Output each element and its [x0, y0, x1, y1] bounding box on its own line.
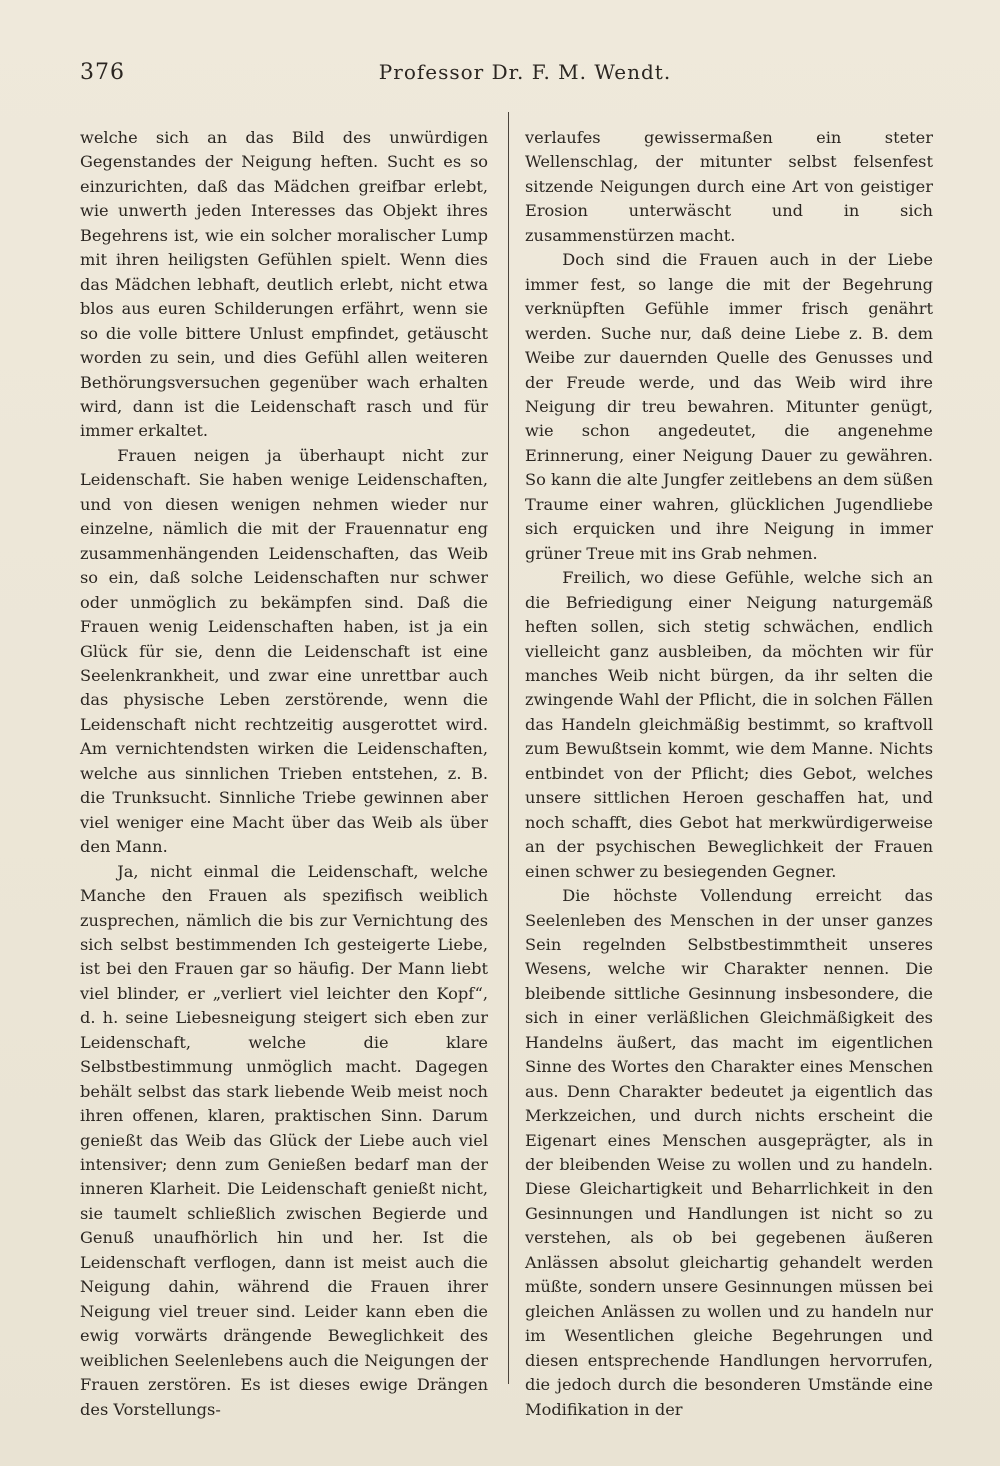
running-title: Professor Dr. F. M. Wendt. [378, 60, 672, 84]
paragraph: welche sich an das Bild des unwürdigen Gegenstandes der Neigung heften. Sucht es so einzurichten, daß das Mädchen greifbar erlebt, wie unwerth jeden Interesses das Objekt ihres Begehrens ist, wie ein solcher moralischer Lump mit ihren heiligsten Gefühlen spielt. Wenn dies das Mädchen lebhaft, deutlich erlebt, nicht etwa blos aus euren Schilderungen erfährt, wenn sie so die volle bittere Unlust empfindet, getäuscht worden zu sein, und dies Gefühl allen weiteren Bethörungsversuchen gegenüber wach erhalten wird, dann ist die Leidenschaft rasch und für immer erkaltet. [80, 128, 488, 441]
paragraph: verlaufes gewissermaßen ein steter Wellenschlag, der mitunter selbst felsenfest sitzende Neigungen durch eine Art von geistiger Erosion unterwäscht und in sich zusammenstürzen macht. [525, 128, 933, 245]
paragraph: Freilich, wo diese Gefühle, welche sich an die Befriedigung einer Neigung naturgemäß heften sollen, sich stetig schwächen, endlich vielleicht ganz ausbleiben, da möchten wir für manches Weib nicht bürgen, da ihr selten die zwingende Wahl der Pflicht, die in solchen Fällen das Handeln gleichmäßig bestimmt, so kraftvoll zum Bewußtsein kommt, wie dem Manne. Nichts entbindet von der Pflicht; dies Gebot, welches unsere sittlichen Heroen geschaffen hat, und noch schafft, dies Gebot hat merkwürdigerweise an der psychischen Beweglichkeit der Frauen einen schwer zu besiegenden Gegner. [525, 568, 933, 881]
paragraph: Frauen neigen ja überhaupt nicht zur Leidenschaft. Sie haben wenige Leidenschaften, und von diesen wenigen nehmen wieder nur einzelne, nämlich die mit der Frauennatur eng zusammenhängenden Leidenschaften, das Weib so ein, daß solche Leidenschaften nur schwer oder unmöglich zu bekämpfen sind. Daß die Frauen wenig Leidenschaften haben, ist ja ein Glück für sie, denn die Leidenschaft ist eine Seelenkrankheit, und zwar eine unrettbar auch das physische Leben zerstörende, wenn die Leidenschaft nicht rechtzeitig ausgerottet wird. Am vernichtendsten wirken die Leidenschaften, welche aus sinnlichen Trieben entstehen, z. B. die Trunksucht. Sinnliche Triebe gewinnen aber viel weniger eine Macht über das Weib als über den Mann. [80, 445, 488, 857]
page-header [80, 60, 930, 96]
paragraph: Die höchste Vollendung erreicht das Seelenleben des Menschen in der unser ganzes Sein regelnden Selbstbestimmtheit unseres Wesens, welche wir Charakter nennen. Die bleibende sittliche Gesinnung insbesondere, die sich in einer verläßlichen Gleichmäßigkeit des Handelns äußert, das macht im eigentlichen Sinne des Wortes den Charakter eines Menschen aus. Denn Charakter bedeutet ja eigentlich das Merkzeichen, und durch nichts erscheint die Eigenart eines Menschen ausgeprägter, als in der bleibenden Weise zu wollen und zu handeln. Diese Gleichartigkeit und Beharrlichkeit in den Gesinnungen und Handlungen ist nicht so zu verstehen, als ob bei gegebenen äußeren Anlässen absolut gleichartig gehandelt werden müßte, sondern unsere Gesinnungen müssen bei gleichen Anlässen zu wollen und zu handeln nur im Wesentlichen gleiche Begehrungen und diesen entsprechende Handlungen hervorrufen, die jedoch durch die besonderen Umstände eine Modifikation in der [525, 886, 933, 1419]
right-column [525, 126, 933, 1422]
paragraph: Ja, nicht einmal die Leidenschaft, welche Manche den Frauen als spezifisch weiblich zusprechen, nämlich die bis zur Vernichtung des sich selbst bestimmenden Ich gesteigerte Liebe, ist bei den Frauen gar so häufig. Der Mann liebt viel blinder, er „verliert viel leichter den Kopf“, d. h. seine Liebesneigung steigert sich eben zur Leidenschaft, welche die klare Selbstbestimmung unmöglich macht. Dagegen behält selbst das stark liebende Weib meist noch ihren offenen, klaren, praktischen Sinn. Darum genießt das Weib das Glück der Liebe auch viel intensiver; denn zum Genießen bedarf man der inneren Klarheit. Die Leidenschaft genießt nicht, sie taumelt schließlich zwischen Begierde und Genuß unaufhörlich hin und her. Ist die Leidenschaft verflogen, dann ist meist auch die Neigung dahin, während die Frauen ihrer Neigung viel treuer sind. Leider kann eben die ewig vorwärts drängende Beweglichkeit des weiblichen Seelenlebens auch die Neigungen der Frauen zerstören. Es ist dieses ewige Drängen des Vorstellungs- [80, 861, 488, 1419]
paragraph: Doch sind die Frauen auch in der Liebe immer fest, so lange die mit der Begehrung verknüpften Gefühle immer frisch genährt werden. Suche nur, daß deine Liebe z. B. dem Weibe zur dauernden Quelle des Genusses und der Freude werde, und das Weib wird ihre Neigung dir treu bewahren. Mitunter genügt, wie schon angedeutet, die angenehme Erinnerung, einer Neigung Dauer zu gewähren. So kann die alte Jungfer zeitlebens an dem süßen Traume einer wahren, glücklichen Jugendliebe sich erquicken und ihre Neigung in immer grüner Treue mit ins Grab nehmen. [525, 250, 933, 563]
column-divider [508, 112, 509, 1384]
left-column [80, 126, 488, 1422]
page-number: 376 [80, 60, 125, 85]
